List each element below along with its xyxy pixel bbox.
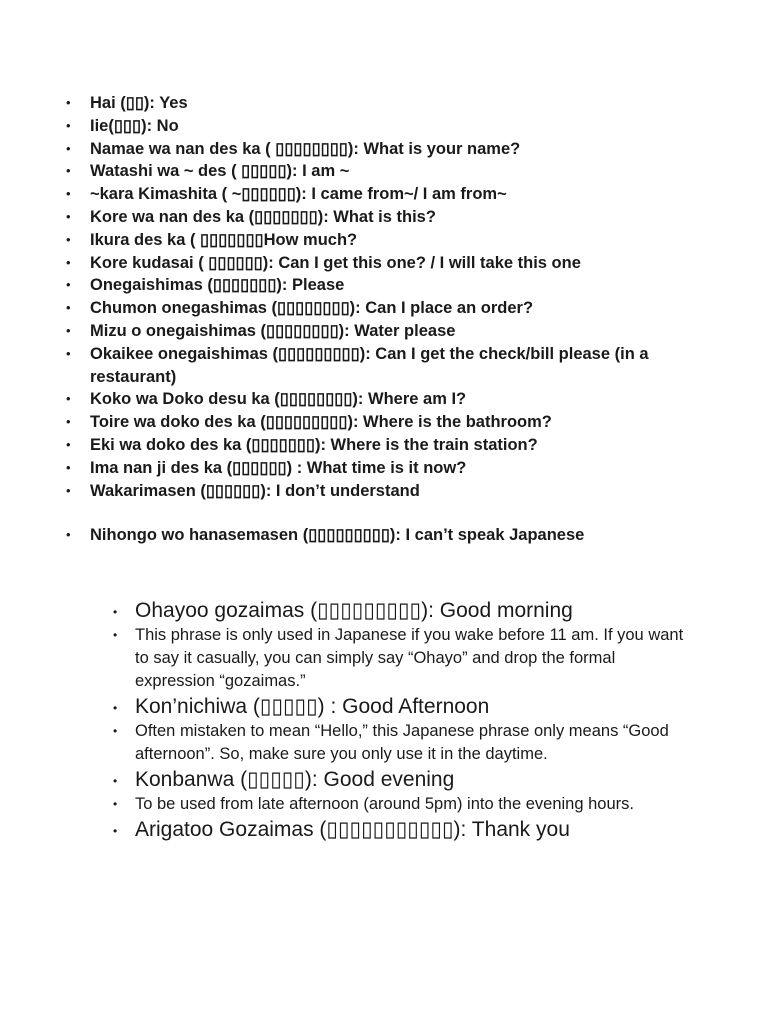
phrase-item-bathroom: • Toire wa doko des ka (▯▯▯▯▯▯▯▯▯): Where is the bathroom?: [66, 411, 686, 434]
phrase-item-japanese: • Nihongo wo hanasemasen (▯▯▯▯▯▯▯▯▯): I can’t speak Japanese: [66, 524, 686, 547]
phrase-item-no: • Iie(▯▯▯): No: [66, 115, 686, 138]
greeting-list: [113, 597, 693, 843]
greeting-good-morning: • Ohayoo gozaimas (▯▯▯▯▯▯▯▯▯): Good morning: [113, 597, 693, 624]
greeting-good-afternoon-note: • Often mistaken to mean “Hello,” this Japanese phrase only means “Good afternoon”. So, make sure you only use it in the daytime.: [113, 720, 693, 766]
phrase-list: [66, 92, 686, 547]
phrase-item-check: • Okaikee onegaishimas (▯▯▯▯▯▯▯▯▯): Can I get the check/bill please (in a restaurant): [66, 343, 686, 389]
phrase-item-train-station: • Eki wa doko des ka (▯▯▯▯▯▯▯): Where is the train station?: [66, 434, 686, 457]
phrase-item-where-am-i: • Koko wa Doko desu ka (▯▯▯▯▯▯▯▯): Where am I?: [66, 388, 686, 411]
phrase-item-how-much: • Ikura des ka ( ▯▯▯▯▯▯▯How much?: [66, 229, 686, 252]
phrase-item-came-from: • ~kara Kimashita ( ~▯▯▯▯▯▯): I came from~/ I am from~: [66, 183, 686, 206]
greeting-thank-you: • Arigatoo Gozaimas (▯▯▯▯▯▯▯▯▯▯▯): Thank you: [113, 816, 693, 843]
phrase-item-please: • Onegaishimas (▯▯▯▯▯▯▯): Please: [66, 274, 686, 297]
phrase-item-water: • Mizu o onegaishimas (▯▯▯▯▯▯▯▯): Water please: [66, 320, 686, 343]
greeting-good-evening: • Konbanwa (▯▯▯▯▯): Good evening: [113, 766, 693, 793]
greeting-good-morning-note: • This phrase is only used in Japanese if you wake before 11 am. If you want to say it casually, you can simply say “Ohayo” and drop the formal expression “gozaimas.”: [113, 624, 693, 693]
phrase-item-understand: • Wakarimasen (▯▯▯▯▯▯): I don’t understand: [66, 480, 686, 503]
phrase-item-name: • Namae wa nan des ka ( ▯▯▯▯▯▯▯▯): What is your name?: [66, 138, 686, 161]
phrase-item-time: • Ima nan ji des ka (▯▯▯▯▯▯) : What time is it now?: [66, 457, 686, 480]
phrase-item-yes: • Hai (▯▯): Yes: [66, 92, 686, 115]
phrase-item-what-is-this: • Kore wa nan des ka (▯▯▯▯▯▯▯): What is this?: [66, 206, 686, 229]
greeting-good-afternoon: • Kon’nichiwa (▯▯▯▯▯) : Good Afternoon: [113, 693, 693, 720]
greeting-good-evening-note: • To be used from late afternoon (around 5pm) into the evening hours.: [113, 793, 693, 816]
phrase-item-take-this: • Kore kudasai ( ▯▯▯▯▯▯): Can I get this one? / I will take this one: [66, 252, 686, 275]
phrase-item-i-am: • Watashi wa ~ des ( ▯▯▯▯▯): I am ~: [66, 160, 686, 183]
phrase-item-order: • Chumon onegashimas (▯▯▯▯▯▯▯▯): Can I place an order?: [66, 297, 686, 320]
